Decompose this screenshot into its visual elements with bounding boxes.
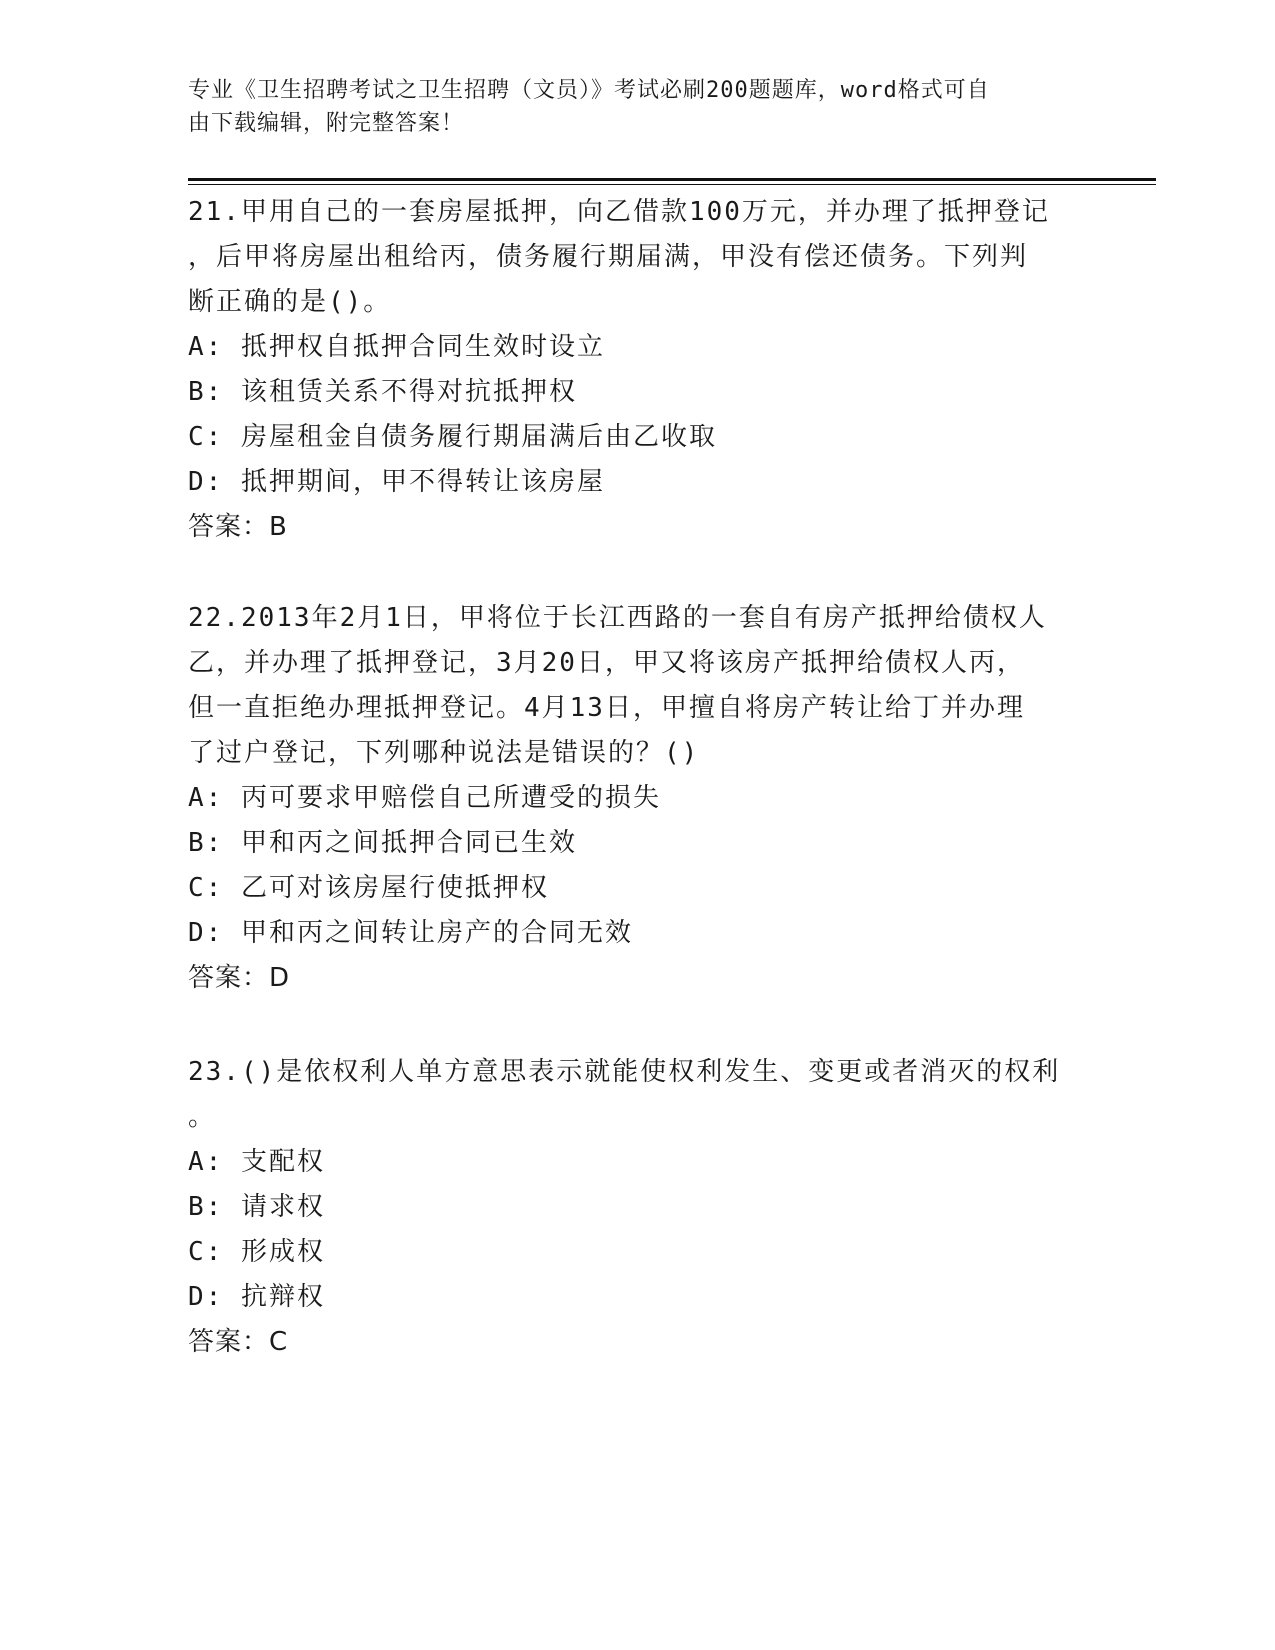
option-a: A: 丙可要求甲赔偿自己所遭受的损失 [188, 783, 661, 813]
option-d: D: 抵押期间，甲不得转让该房屋 [188, 467, 605, 497]
stem-line: 乙，并办理了抵押登记，3月20日，甲又将该房产抵押给债权人丙， [188, 648, 1025, 678]
header-line-2: 由下载编辑，附完整答案！ [188, 111, 465, 136]
option-d: D: 甲和丙之间转让房产的合同无效 [188, 918, 633, 948]
stem-line: 。 [188, 1102, 217, 1132]
stem-line: 了过户登记，下列哪种说法是错误的？() [188, 738, 700, 768]
option-c: C: 乙可对该房屋行使抵押权 [188, 873, 549, 903]
answer-label: 答案：D [188, 963, 291, 993]
stem-line: 断正确的是()。 [188, 287, 392, 317]
option-b: B: 请求权 [188, 1192, 325, 1222]
question-stem [188, 190, 1088, 325]
question-21 [188, 190, 1088, 550]
option-a: A: 支配权 [188, 1147, 325, 1177]
header-line-1: 专业《卫生招聘考试之卫生招聘（文员）》考试必刷200题题库，word格式可自 [188, 78, 990, 103]
document-header [188, 74, 1088, 140]
question-22 [188, 596, 1088, 1001]
answer-label: 答案：B [188, 512, 288, 542]
question-stem [188, 596, 1088, 776]
question-23 [188, 1050, 1088, 1365]
question-stem [188, 1050, 1088, 1140]
stem-line: 但一直拒绝办理抵押登记。4月13日，甲擅自将房产转让给丁并办理 [188, 693, 1025, 723]
option-d: D: 抗辩权 [188, 1282, 325, 1312]
option-c: C: 房屋租金自债务履行期届满后由乙收取 [188, 422, 717, 452]
stem-line: 23.()是依权利人单方意思表示就能使权利发生、变更或者消灭的权利 [188, 1057, 1061, 1087]
option-b: B: 该租赁关系不得对抗抵押权 [188, 377, 577, 407]
option-b: B: 甲和丙之间抵押合同已生效 [188, 828, 577, 858]
header-divider-thick [188, 178, 1156, 181]
header-divider-thin [188, 184, 1156, 185]
option-c: C: 形成权 [188, 1237, 325, 1267]
stem-line: 21.甲用自己的一套房屋抵押，向乙借款100万元，并办理了抵押登记 [188, 197, 1050, 227]
answer-label: 答案：C [188, 1327, 289, 1357]
stem-line: ，后甲将房屋出租给丙，债务履行期届满，甲没有偿还债务。下列判 [188, 242, 1029, 272]
option-a: A: 抵押权自抵押合同生效时设立 [188, 332, 605, 362]
stem-line: 22.2013年2月1日，甲将位于长江西路的一套自有房产抵押给债权人 [188, 603, 1047, 633]
